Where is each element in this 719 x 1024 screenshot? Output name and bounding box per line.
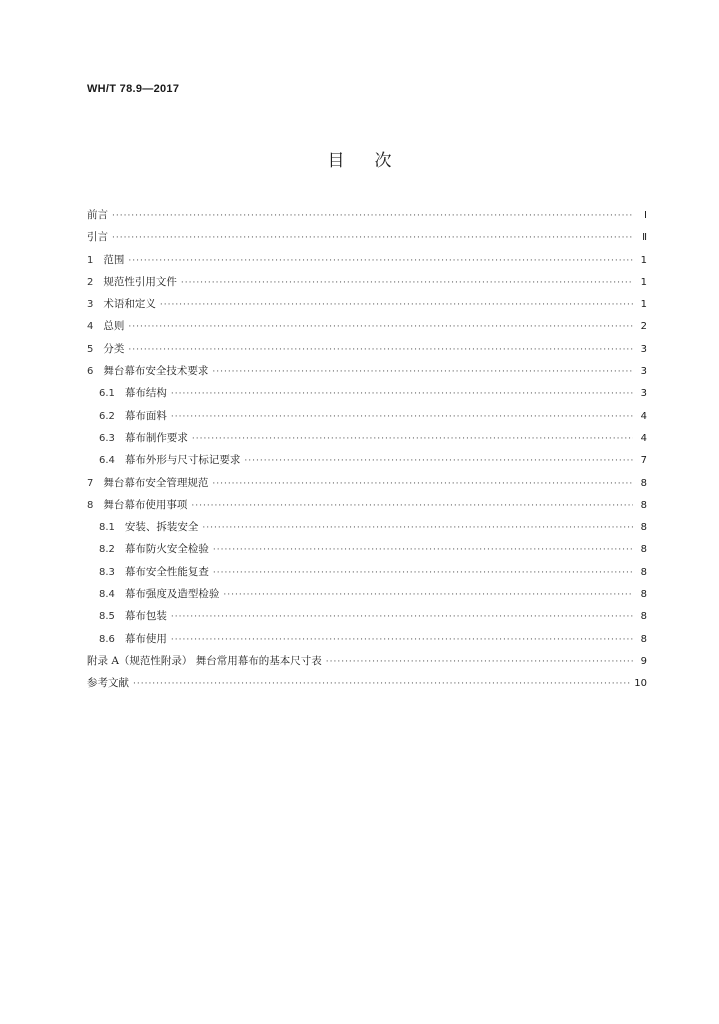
toc-entry-page: 1 — [640, 254, 647, 266]
toc-entry[interactable] — [87, 338, 647, 360]
toc-entry-title: 安装、拆装安全 — [124, 521, 199, 534]
toc-entry-title: 幕布结构 — [124, 387, 167, 400]
toc-entry-label — [87, 472, 212, 495]
toc-entry-page: 8 — [640, 477, 647, 489]
toc-entry[interactable] — [87, 315, 647, 337]
toc-entry[interactable] — [87, 293, 647, 315]
dot-leader — [244, 450, 633, 472]
toc-entry-label — [87, 293, 160, 316]
toc-entry-number: 6.4 — [99, 455, 115, 467]
toc-entry-label — [99, 427, 192, 450]
toc-entry-label — [99, 605, 171, 628]
dot-leader — [128, 250, 633, 272]
dot-leader — [223, 584, 633, 606]
toc-entry-label — [87, 650, 326, 672]
toc-entry-number: 8.6 — [99, 633, 115, 645]
dot-leader — [160, 294, 633, 316]
dot-leader — [128, 339, 633, 361]
toc-entry-label — [99, 405, 171, 428]
toc-entry[interactable] — [87, 605, 647, 627]
toc-entry-number: 8.2 — [99, 544, 115, 556]
toc-entry-number: 8.3 — [99, 566, 115, 578]
toc-entry[interactable] — [87, 360, 647, 382]
toc-entry-title: 引言 — [87, 231, 108, 244]
toc-entry-title: 总则 — [103, 320, 125, 333]
dot-leader — [212, 361, 633, 383]
toc-entry-page: 9 — [640, 655, 647, 667]
toc-entry-title: 前言 — [87, 209, 108, 221]
toc-entry[interactable] — [87, 583, 647, 605]
toc-entry-number: 8.1 — [99, 522, 115, 534]
toc-entry-title: 附录 A（规范性附录） 舞台常用幕布的基本尺寸表 — [87, 654, 322, 667]
toc-entry-number: 6.1 — [99, 388, 115, 400]
dot-leader — [192, 428, 633, 450]
toc-entry-page: 10 — [634, 678, 647, 690]
toc-entry-label — [99, 382, 171, 405]
toc-entry-page: 8 — [640, 589, 647, 601]
toc-entry-number: 8 — [87, 499, 94, 511]
dot-leader — [181, 272, 633, 294]
toc-entry-label — [99, 583, 223, 606]
dot-leader — [171, 383, 633, 405]
toc-entry-page: Ⅱ — [642, 232, 647, 244]
dot-leader — [171, 606, 633, 628]
toc-entry-label — [87, 494, 191, 517]
toc-entry-title: 术语和定义 — [103, 298, 156, 311]
toc-entry[interactable] — [87, 628, 647, 650]
toc-entry-label — [87, 360, 212, 383]
toc-entry-label — [87, 204, 112, 226]
toc-entry-label — [87, 249, 128, 272]
toc-entry-title: 幕布安全性能复查 — [124, 565, 209, 578]
dot-leader — [128, 316, 633, 338]
toc-entry-number: 1 — [87, 254, 94, 266]
dot-leader — [171, 406, 633, 428]
toc-entry[interactable] — [87, 405, 647, 427]
toc-entry-title: 规范性引用文件 — [103, 275, 177, 288]
toc-entry-page: 8 — [640, 633, 647, 645]
toc-entry-number: 2 — [87, 276, 94, 288]
table-of-contents — [87, 204, 647, 695]
toc-entry[interactable] — [87, 538, 647, 560]
dot-leader — [171, 629, 633, 651]
toc-entry[interactable] — [87, 382, 647, 404]
toc-entry-number: 8.5 — [99, 611, 115, 623]
toc-entry-page: 1 — [640, 276, 647, 288]
toc-entry-page: 8 — [640, 566, 647, 578]
dot-leader — [191, 495, 633, 517]
toc-entry-page: 3 — [640, 343, 647, 355]
toc-entry-label — [87, 226, 112, 248]
toc-entry[interactable] — [87, 226, 647, 248]
toc-entry-page: 1 — [640, 299, 647, 311]
toc-entry-title: 舞台幕布安全技术要求 — [103, 365, 209, 378]
toc-entry-title: 舞台幕布安全管理规范 — [103, 476, 209, 489]
toc-entry-title: 舞台幕布使用事项 — [103, 498, 188, 511]
toc-entry-page: 8 — [640, 522, 647, 534]
toc-entry-page: 8 — [640, 499, 647, 511]
dot-leader — [202, 517, 633, 539]
toc-entry-label — [87, 271, 181, 294]
toc-entry-number: 3 — [87, 299, 94, 311]
toc-entry-title: 幕布制作要求 — [124, 431, 188, 444]
standard-code: WH/T 78.9—2017 — [87, 83, 180, 95]
toc-entry-page: 8 — [640, 544, 647, 556]
toc-entry-title: 参考文献 — [87, 677, 129, 690]
toc-entry[interactable] — [87, 449, 647, 471]
toc-entry[interactable] — [87, 427, 647, 449]
toc-entry-number: 5 — [87, 343, 94, 355]
toc-entry-page: 7 — [640, 455, 647, 467]
toc-entry-page: 4 — [640, 410, 647, 422]
toc-entry-page: Ⅰ — [644, 210, 647, 221]
toc-entry-title: 幕布外形与尺寸标记要求 — [124, 454, 241, 467]
toc-entry-label — [87, 672, 133, 694]
toc-entry-title: 幕布强度及造型检验 — [124, 588, 220, 601]
toc-entry-title: 幕布包装 — [124, 610, 167, 623]
toc-entry-label — [99, 516, 202, 539]
toc-entry[interactable] — [87, 494, 647, 516]
toc-entry[interactable] — [87, 516, 647, 538]
toc-entry[interactable] — [87, 472, 647, 494]
dot-leader — [213, 562, 633, 584]
page-title: 目次 — [327, 151, 422, 171]
toc-entry-number: 7 — [87, 477, 94, 489]
toc-entry-label — [99, 538, 213, 561]
toc-entry-title: 幕布使用 — [124, 632, 167, 645]
toc-entry[interactable] — [87, 650, 647, 672]
dot-leader — [112, 227, 633, 249]
toc-entry-page: 3 — [640, 366, 647, 378]
toc-entry-title: 范围 — [103, 253, 125, 266]
toc-entry[interactable] — [87, 204, 647, 226]
toc-entry[interactable] — [87, 271, 647, 293]
toc-entry-number: 6.3 — [99, 432, 115, 444]
toc-entry-page: 2 — [640, 321, 647, 333]
dot-leader — [133, 673, 630, 695]
dot-leader — [326, 651, 633, 673]
toc-entry-number: 6 — [87, 366, 94, 378]
toc-entry-label — [99, 449, 244, 472]
toc-entry-page: 8 — [640, 611, 647, 623]
toc-entry-number: 4 — [87, 321, 94, 333]
dot-leader — [213, 539, 633, 561]
toc-entry-label — [99, 561, 213, 584]
toc-entry-label — [87, 315, 128, 338]
dot-leader — [112, 205, 633, 227]
toc-entry[interactable] — [87, 249, 647, 271]
toc-entry[interactable] — [87, 561, 647, 583]
toc-entry-page: 4 — [640, 432, 647, 444]
toc-entry-label — [99, 628, 171, 651]
dot-leader — [212, 473, 633, 495]
toc-entry-title: 幕布面料 — [124, 409, 167, 422]
toc-entry-page: 3 — [640, 388, 647, 400]
toc-entry-label — [87, 338, 128, 361]
toc-entry[interactable] — [87, 672, 647, 694]
toc-entry-number: 8.4 — [99, 589, 115, 601]
toc-entry-title: 分类 — [103, 342, 125, 355]
toc-entry-title: 幕布防火安全检验 — [124, 543, 209, 556]
toc-entry-number: 6.2 — [99, 410, 115, 422]
